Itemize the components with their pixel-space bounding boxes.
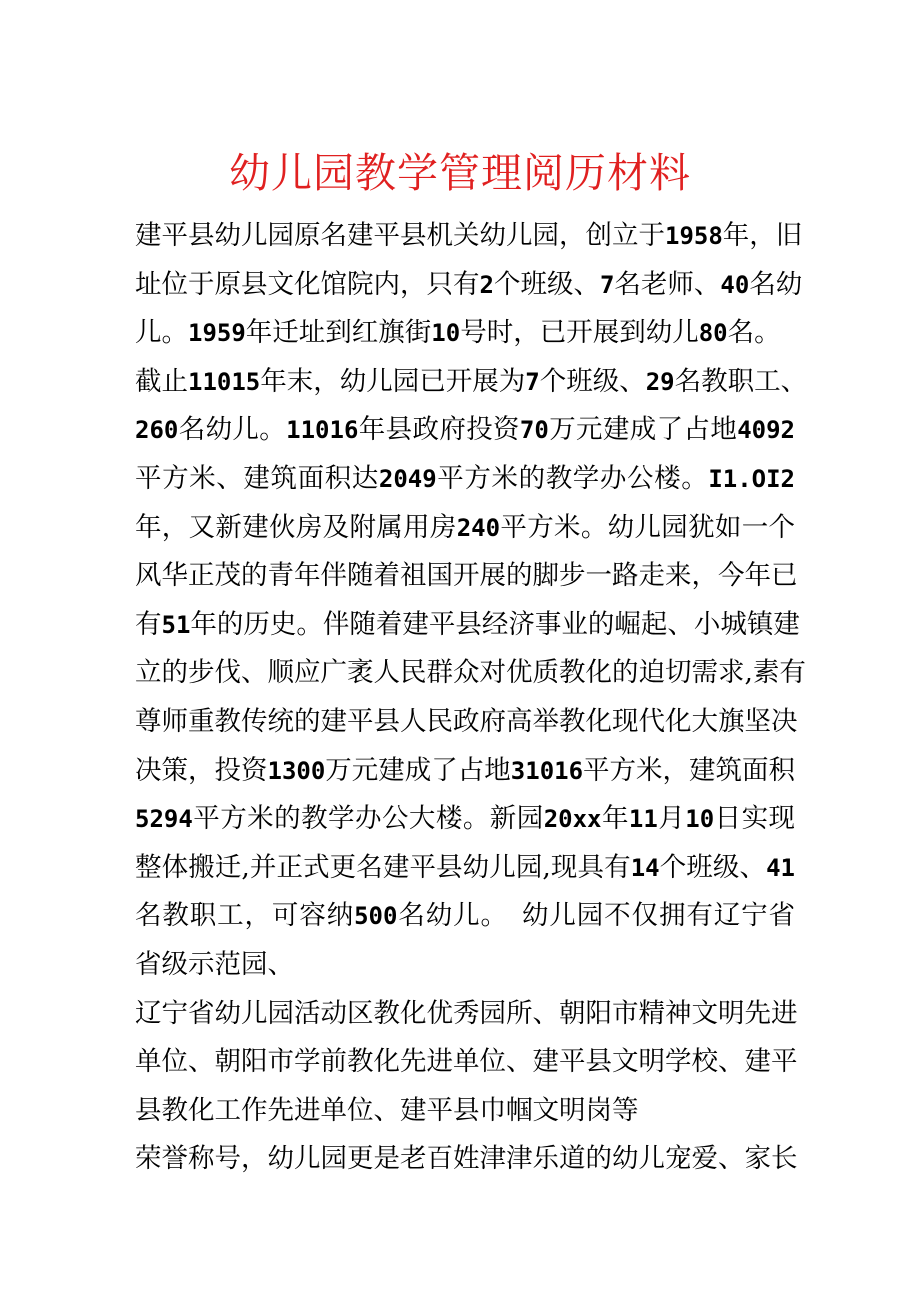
body-line: 省级示范园、 [135, 948, 294, 980]
body-line: 风华正茂的青年伴随着祖国开展的脚步一路走来，今年已 [135, 560, 798, 592]
body-line: 名教职工，可容纳500名幼儿。 幼儿园不仅拥有辽宁省 [135, 900, 796, 932]
body-line: 县教化工作先进单位、建平县巾帼文明岗等 [135, 1094, 639, 1126]
body-line: 年，又新建伙房及附属用房240平方米。幼儿园犹如一个 [135, 511, 796, 543]
document-body [135, 212, 808, 1184]
body-line: 尊师重教传统的建平县人民政府高举教化现代化大旗坚决 [135, 705, 798, 737]
body-line: 立的步伐、顺应广袤人民群众对优质教化的迫切需求,素有 [135, 657, 806, 689]
body-line: 260名幼儿。11016年县政府投资70万元建成了占地4092 [135, 414, 795, 446]
body-line: 建平县幼儿园原名建平县机关幼儿园，创立于1958年，旧 [135, 220, 803, 251]
document-title: 幼儿园教学管理阅历材料 [229, 149, 691, 197]
body-line: 决策，投资1300万元建成了占地31016平方米，建筑面积 [135, 754, 796, 786]
body-line: 儿。1959年迁址到红旗街10号时，已开展到幼儿80名。 [135, 317, 781, 349]
body-line: 荣誉称号，幼儿园更是老百姓津津乐道的幼儿宠爱、家长 [135, 1143, 798, 1175]
body-line: 址位于原县文化馆院内，只有2个班级、7名老师、40名幼 [135, 268, 803, 300]
body-line: 截止11015年末，幼儿园已开展为7个班级、29名教职工、 [135, 365, 808, 397]
body-line: 有51年的历史。伴随着建平县经济事业的崛起、小城镇建 [135, 608, 800, 640]
body-line: 平方米、建筑面积达2049平方米的教学办公楼。I1.OI2 [135, 462, 796, 494]
body-line: 5294平方米的教学办公大楼。新园20xx年11月10日实现 [135, 803, 796, 835]
body-line: 辽宁省幼儿园活动区教化优秀园所、朝阳市精神文明先进 [135, 997, 798, 1029]
body-line: 单位、朝阳市学前教化先进单位、建平县文明学校、建平 [135, 1046, 798, 1078]
body-line: 整体搬迁,并正式更名建平县幼儿园,现具有14个班级、41 [135, 851, 795, 883]
